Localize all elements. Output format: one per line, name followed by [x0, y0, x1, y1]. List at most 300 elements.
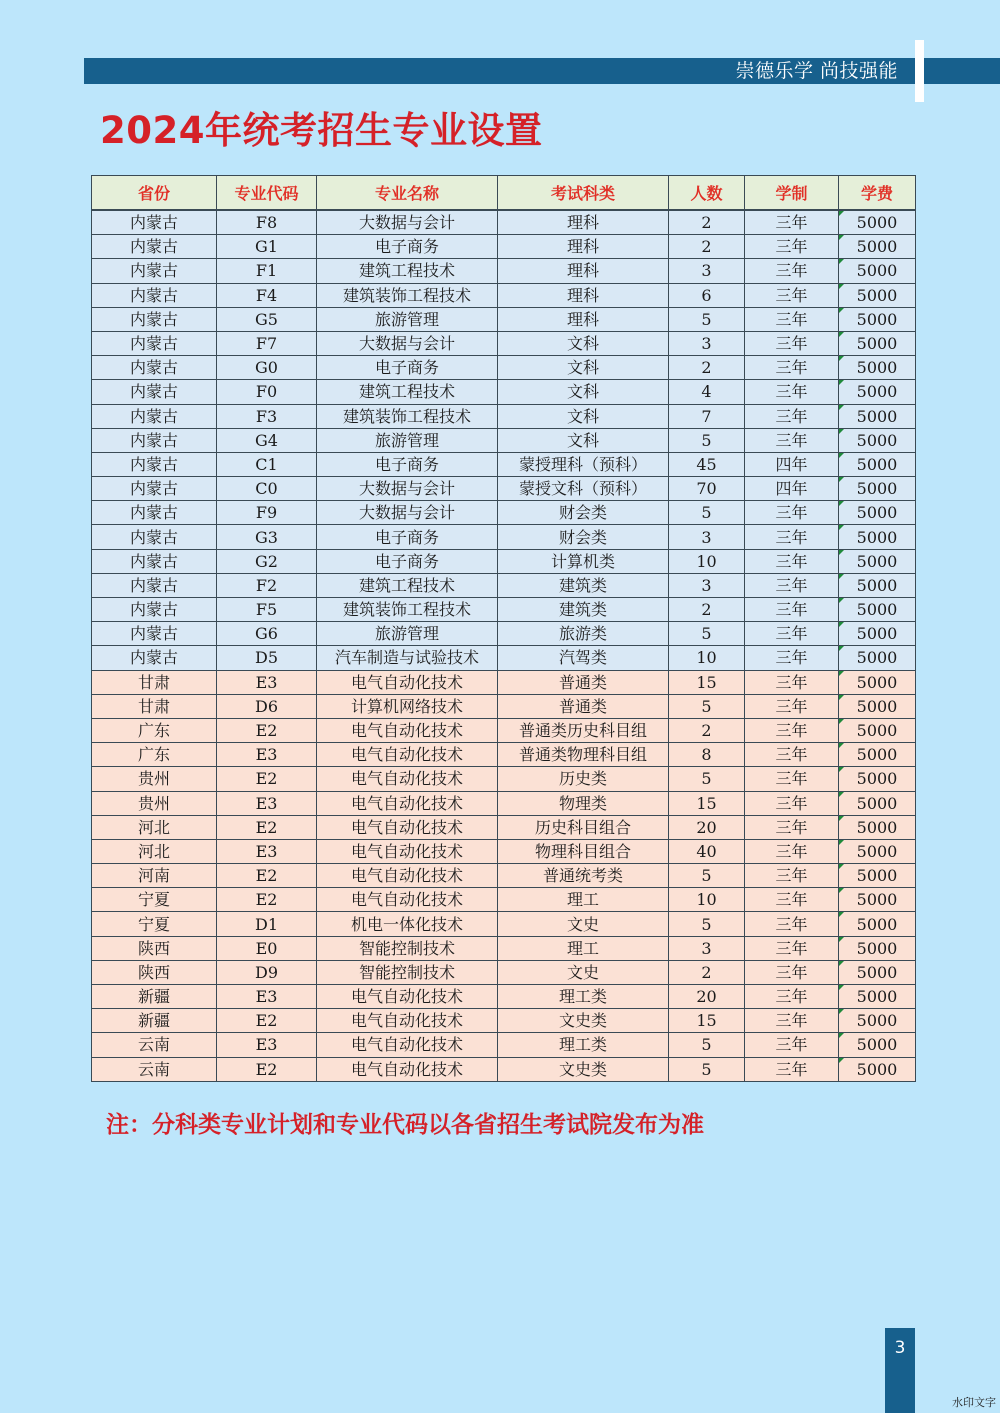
enrollment-table	[91, 175, 916, 1082]
table-row	[92, 1009, 916, 1033]
duration-cell: 三年	[745, 791, 839, 815]
exam-category-cell: 普通统考类	[498, 864, 669, 888]
major-name-cell: 电气自动化技术	[317, 864, 498, 888]
table-row	[92, 307, 916, 331]
quota-cell: 2	[669, 356, 745, 380]
province-cell: 内蒙古	[92, 549, 217, 573]
table-row	[92, 573, 916, 597]
province-cell: 广东	[92, 743, 217, 767]
exam-category-cell: 汽驾类	[498, 646, 669, 670]
footnote: 注：分科类专业计划和专业代码以各省招生考试院发布为准	[106, 1112, 704, 1138]
major-name-cell: 电气自动化技术	[317, 839, 498, 863]
quota-cell: 70	[669, 477, 745, 501]
tuition-cell: 5000	[839, 477, 916, 501]
major-name-cell: 大数据与会计	[317, 331, 498, 355]
quota-cell: 20	[669, 815, 745, 839]
table-row	[92, 1057, 916, 1081]
exam-category-cell: 建筑类	[498, 573, 669, 597]
province-cell: 陕西	[92, 936, 217, 960]
quota-cell: 3	[669, 936, 745, 960]
table-row	[92, 936, 916, 960]
major-code-cell: G6	[217, 622, 317, 646]
quota-cell: 3	[669, 259, 745, 283]
major-code-cell: F7	[217, 331, 317, 355]
major-code-cell: F2	[217, 573, 317, 597]
major-name-cell: 电子商务	[317, 452, 498, 476]
duration-cell: 三年	[745, 694, 839, 718]
major-name-cell: 计算机网络技术	[317, 694, 498, 718]
major-name-cell: 大数据与会计	[317, 210, 498, 235]
major-name-cell: 电气自动化技术	[317, 670, 498, 694]
province-cell: 内蒙古	[92, 622, 217, 646]
tuition-cell: 5000	[839, 452, 916, 476]
tuition-cell: 5000	[839, 670, 916, 694]
quota-cell: 5	[669, 694, 745, 718]
major-name-cell: 电气自动化技术	[317, 743, 498, 767]
duration-cell: 三年	[745, 839, 839, 863]
tuition-cell: 5000	[839, 791, 916, 815]
tuition-cell: 5000	[839, 888, 916, 912]
major-name-cell: 旅游管理	[317, 622, 498, 646]
major-code-cell: E2	[217, 815, 317, 839]
tuition-cell: 5000	[839, 210, 916, 235]
duration-cell: 四年	[745, 452, 839, 476]
table-row	[92, 622, 916, 646]
province-cell: 宁夏	[92, 912, 217, 936]
exam-category-cell: 文科	[498, 404, 669, 428]
table-row	[92, 452, 916, 476]
province-cell: 内蒙古	[92, 501, 217, 525]
tuition-cell: 5000	[839, 864, 916, 888]
duration-cell: 四年	[745, 477, 839, 501]
exam-category-cell: 理工类	[498, 985, 669, 1009]
tuition-cell: 5000	[839, 598, 916, 622]
exam-category-cell: 理科	[498, 283, 669, 307]
header-motto: 崇德乐学 尚技强能	[735, 60, 898, 82]
major-name-cell: 机电一体化技术	[317, 912, 498, 936]
duration-cell: 三年	[745, 380, 839, 404]
table-row	[92, 210, 916, 235]
exam-category-cell: 理工类	[498, 1033, 669, 1057]
major-code-cell: G4	[217, 428, 317, 452]
major-name-cell: 电气自动化技术	[317, 1057, 498, 1081]
column-header-major-name: 专业名称	[317, 176, 498, 211]
major-name-cell: 电子商务	[317, 235, 498, 259]
duration-cell: 三年	[745, 743, 839, 767]
table-row	[92, 864, 916, 888]
exam-category-cell: 财会类	[498, 525, 669, 549]
quota-cell: 5	[669, 1057, 745, 1081]
exam-category-cell: 文科	[498, 356, 669, 380]
duration-cell: 三年	[745, 331, 839, 355]
tuition-cell: 5000	[839, 912, 916, 936]
exam-category-cell: 普通类	[498, 694, 669, 718]
major-code-cell: G2	[217, 549, 317, 573]
major-code-cell: G3	[217, 525, 317, 549]
major-code-cell: F9	[217, 501, 317, 525]
province-cell: 新疆	[92, 1009, 217, 1033]
duration-cell: 三年	[745, 428, 839, 452]
major-code-cell: E2	[217, 767, 317, 791]
major-code-cell: E3	[217, 791, 317, 815]
major-code-cell: D5	[217, 646, 317, 670]
exam-category-cell: 理科	[498, 235, 669, 259]
page-title: 2024年统考招生专业设置	[100, 109, 543, 152]
quota-cell: 5	[669, 501, 745, 525]
major-name-cell: 建筑装饰工程技术	[317, 283, 498, 307]
province-cell: 贵州	[92, 767, 217, 791]
column-header-tuition: 学费	[839, 176, 916, 211]
major-code-cell: E3	[217, 670, 317, 694]
duration-cell: 三年	[745, 622, 839, 646]
major-code-cell: E2	[217, 888, 317, 912]
quota-cell: 6	[669, 283, 745, 307]
major-name-cell: 建筑工程技术	[317, 573, 498, 597]
major-code-cell: E2	[217, 1057, 317, 1081]
table-row	[92, 331, 916, 355]
exam-category-cell: 文科	[498, 428, 669, 452]
duration-cell: 三年	[745, 404, 839, 428]
tuition-cell: 5000	[839, 694, 916, 718]
province-cell: 陕西	[92, 960, 217, 984]
quota-cell: 40	[669, 839, 745, 863]
exam-category-cell: 财会类	[498, 501, 669, 525]
table-row	[92, 839, 916, 863]
province-cell: 内蒙古	[92, 525, 217, 549]
tuition-cell: 5000	[839, 356, 916, 380]
major-code-cell: E3	[217, 743, 317, 767]
tuition-cell: 5000	[839, 549, 916, 573]
table-row	[92, 694, 916, 718]
quota-cell: 5	[669, 912, 745, 936]
exam-category-cell: 理科	[498, 210, 669, 235]
major-name-cell: 建筑装饰工程技术	[317, 404, 498, 428]
province-cell: 内蒙古	[92, 477, 217, 501]
table-row	[92, 1033, 916, 1057]
major-name-cell: 建筑装饰工程技术	[317, 598, 498, 622]
quota-cell: 2	[669, 210, 745, 235]
province-cell: 内蒙古	[92, 283, 217, 307]
duration-cell: 三年	[745, 307, 839, 331]
table-row	[92, 815, 916, 839]
table-row	[92, 960, 916, 984]
duration-cell: 三年	[745, 259, 839, 283]
tuition-cell: 5000	[839, 622, 916, 646]
table-header-row	[92, 176, 916, 211]
quota-cell: 3	[669, 573, 745, 597]
quota-cell: 2	[669, 960, 745, 984]
duration-cell: 三年	[745, 864, 839, 888]
major-code-cell: F5	[217, 598, 317, 622]
tuition-cell: 5000	[839, 525, 916, 549]
quota-cell: 3	[669, 525, 745, 549]
tuition-cell: 5000	[839, 815, 916, 839]
province-cell: 内蒙古	[92, 452, 217, 476]
major-code-cell: D9	[217, 960, 317, 984]
major-code-cell: F8	[217, 210, 317, 235]
table-body	[92, 210, 916, 1081]
table-row	[92, 767, 916, 791]
duration-cell: 三年	[745, 525, 839, 549]
duration-cell: 三年	[745, 960, 839, 984]
table-row	[92, 525, 916, 549]
major-name-cell: 电气自动化技术	[317, 791, 498, 815]
duration-cell: 三年	[745, 235, 839, 259]
exam-category-cell: 物理类	[498, 791, 669, 815]
exam-category-cell: 计算机类	[498, 549, 669, 573]
province-cell: 内蒙古	[92, 210, 217, 235]
tuition-cell: 5000	[839, 501, 916, 525]
quota-cell: 2	[669, 235, 745, 259]
duration-cell: 三年	[745, 598, 839, 622]
duration-cell: 三年	[745, 936, 839, 960]
table-row	[92, 428, 916, 452]
province-cell: 云南	[92, 1033, 217, 1057]
duration-cell: 三年	[745, 1033, 839, 1057]
table-row	[92, 235, 916, 259]
tuition-cell: 5000	[839, 1033, 916, 1057]
major-name-cell: 大数据与会计	[317, 477, 498, 501]
enrollment-table-container	[91, 175, 915, 1082]
duration-cell: 三年	[745, 985, 839, 1009]
duration-cell: 三年	[745, 501, 839, 525]
duration-cell: 三年	[745, 573, 839, 597]
tuition-cell: 5000	[839, 767, 916, 791]
major-name-cell: 电气自动化技术	[317, 815, 498, 839]
quota-cell: 4	[669, 380, 745, 404]
table-row	[92, 380, 916, 404]
quota-cell: 45	[669, 452, 745, 476]
exam-category-cell: 历史科目组合	[498, 815, 669, 839]
tuition-cell: 5000	[839, 960, 916, 984]
exam-category-cell: 蒙授文科（预科）	[498, 477, 669, 501]
province-cell: 河北	[92, 839, 217, 863]
duration-cell: 三年	[745, 815, 839, 839]
column-header-province: 省份	[92, 176, 217, 211]
major-name-cell: 建筑工程技术	[317, 380, 498, 404]
major-code-cell: G1	[217, 235, 317, 259]
tuition-cell: 5000	[839, 235, 916, 259]
table-row	[92, 598, 916, 622]
major-name-cell: 电气自动化技术	[317, 718, 498, 742]
tuition-cell: 5000	[839, 307, 916, 331]
province-cell: 内蒙古	[92, 259, 217, 283]
major-code-cell: E0	[217, 936, 317, 960]
major-code-cell: E2	[217, 718, 317, 742]
tuition-cell: 5000	[839, 380, 916, 404]
duration-cell: 三年	[745, 718, 839, 742]
major-name-cell: 大数据与会计	[317, 501, 498, 525]
tuition-cell: 5000	[839, 936, 916, 960]
quota-cell: 3	[669, 331, 745, 355]
duration-cell: 三年	[745, 646, 839, 670]
table-row	[92, 477, 916, 501]
quota-cell: 5	[669, 767, 745, 791]
province-cell: 内蒙古	[92, 356, 217, 380]
major-name-cell: 电气自动化技术	[317, 1033, 498, 1057]
major-name-cell: 电气自动化技术	[317, 1009, 498, 1033]
table-row	[92, 283, 916, 307]
duration-cell: 三年	[745, 210, 839, 235]
tuition-cell: 5000	[839, 283, 916, 307]
quota-cell: 10	[669, 888, 745, 912]
major-name-cell: 建筑工程技术	[317, 259, 498, 283]
major-name-cell: 电子商务	[317, 549, 498, 573]
major-code-cell: F4	[217, 283, 317, 307]
major-name-cell: 汽车制造与试验技术	[317, 646, 498, 670]
duration-cell: 三年	[745, 888, 839, 912]
province-cell: 内蒙古	[92, 404, 217, 428]
province-cell: 甘肃	[92, 670, 217, 694]
quota-cell: 15	[669, 791, 745, 815]
tuition-cell: 5000	[839, 1009, 916, 1033]
major-code-cell: E2	[217, 1009, 317, 1033]
province-cell: 内蒙古	[92, 573, 217, 597]
page-number: 3	[894, 1338, 906, 1358]
province-cell: 云南	[92, 1057, 217, 1081]
province-cell: 内蒙古	[92, 380, 217, 404]
quota-cell: 2	[669, 718, 745, 742]
table-row	[92, 912, 916, 936]
duration-cell: 三年	[745, 912, 839, 936]
province-cell: 内蒙古	[92, 428, 217, 452]
exam-category-cell: 文史	[498, 912, 669, 936]
duration-cell: 三年	[745, 1009, 839, 1033]
table-row	[92, 356, 916, 380]
quota-cell: 5	[669, 428, 745, 452]
column-header-quota: 人数	[669, 176, 745, 211]
major-code-cell: C0	[217, 477, 317, 501]
major-code-cell: F1	[217, 259, 317, 283]
province-cell: 新疆	[92, 985, 217, 1009]
major-name-cell: 智能控制技术	[317, 960, 498, 984]
quota-cell: 5	[669, 622, 745, 646]
province-cell: 内蒙古	[92, 646, 217, 670]
exam-category-cell: 普通类物理科目组	[498, 743, 669, 767]
exam-category-cell: 文史类	[498, 1009, 669, 1033]
major-code-cell: D6	[217, 694, 317, 718]
quota-cell: 10	[669, 646, 745, 670]
exam-category-cell: 文科	[498, 380, 669, 404]
major-name-cell: 电气自动化技术	[317, 888, 498, 912]
exam-category-cell: 建筑类	[498, 598, 669, 622]
watermark-text: 水印文字	[952, 1396, 996, 1409]
province-cell: 内蒙古	[92, 598, 217, 622]
table-row	[92, 501, 916, 525]
exam-category-cell: 蒙授理科（预科）	[498, 452, 669, 476]
province-cell: 贵州	[92, 791, 217, 815]
tuition-cell: 5000	[839, 743, 916, 767]
exam-category-cell: 普通类历史科目组	[498, 718, 669, 742]
exam-category-cell: 文史类	[498, 1057, 669, 1081]
exam-category-cell: 旅游类	[498, 622, 669, 646]
major-name-cell: 智能控制技术	[317, 936, 498, 960]
exam-category-cell: 文科	[498, 331, 669, 355]
quota-cell: 5	[669, 307, 745, 331]
tuition-cell: 5000	[839, 646, 916, 670]
major-code-cell: F0	[217, 380, 317, 404]
duration-cell: 三年	[745, 1057, 839, 1081]
major-code-cell: F3	[217, 404, 317, 428]
table-row	[92, 549, 916, 573]
exam-category-cell: 普通类	[498, 670, 669, 694]
quota-cell: 15	[669, 1009, 745, 1033]
exam-category-cell: 理科	[498, 259, 669, 283]
major-name-cell: 电子商务	[317, 356, 498, 380]
major-name-cell: 电气自动化技术	[317, 767, 498, 791]
table-row	[92, 743, 916, 767]
tuition-cell: 5000	[839, 573, 916, 597]
table-row	[92, 791, 916, 815]
tuition-cell: 5000	[839, 985, 916, 1009]
major-code-cell: E2	[217, 864, 317, 888]
tuition-cell: 5000	[839, 428, 916, 452]
quota-cell: 15	[669, 670, 745, 694]
quota-cell: 5	[669, 1033, 745, 1057]
province-cell: 内蒙古	[92, 331, 217, 355]
major-code-cell: D1	[217, 912, 317, 936]
major-code-cell: E3	[217, 985, 317, 1009]
province-cell: 河北	[92, 815, 217, 839]
table-row	[92, 404, 916, 428]
table-row	[92, 718, 916, 742]
quota-cell: 20	[669, 985, 745, 1009]
exam-category-cell: 物理科目组合	[498, 839, 669, 863]
tuition-cell: 5000	[839, 404, 916, 428]
table-row	[92, 888, 916, 912]
table-row	[92, 670, 916, 694]
exam-category-cell: 理科	[498, 307, 669, 331]
province-cell: 内蒙古	[92, 235, 217, 259]
column-header-exam-category: 考试科类	[498, 176, 669, 211]
duration-cell: 三年	[745, 356, 839, 380]
tuition-cell: 5000	[839, 259, 916, 283]
table-row	[92, 259, 916, 283]
quota-cell: 7	[669, 404, 745, 428]
exam-category-cell: 理工	[498, 936, 669, 960]
table-row	[92, 985, 916, 1009]
table-row	[92, 646, 916, 670]
major-code-cell: E3	[217, 1033, 317, 1057]
quota-cell: 8	[669, 743, 745, 767]
province-cell: 甘肃	[92, 694, 217, 718]
major-code-cell: G5	[217, 307, 317, 331]
major-code-cell: C1	[217, 452, 317, 476]
province-cell: 广东	[92, 718, 217, 742]
exam-category-cell: 历史类	[498, 767, 669, 791]
tuition-cell: 5000	[839, 839, 916, 863]
header-divider	[915, 40, 924, 102]
quota-cell: 2	[669, 598, 745, 622]
exam-category-cell: 理工	[498, 888, 669, 912]
province-cell: 宁夏	[92, 888, 217, 912]
tuition-cell: 5000	[839, 718, 916, 742]
duration-cell: 三年	[745, 549, 839, 573]
tuition-cell: 5000	[839, 331, 916, 355]
major-name-cell: 电气自动化技术	[317, 985, 498, 1009]
duration-cell: 三年	[745, 670, 839, 694]
quota-cell: 10	[669, 549, 745, 573]
column-header-major-code: 专业代码	[217, 176, 317, 211]
province-cell: 内蒙古	[92, 307, 217, 331]
duration-cell: 三年	[745, 767, 839, 791]
major-name-cell: 旅游管理	[317, 428, 498, 452]
major-name-cell: 电子商务	[317, 525, 498, 549]
major-name-cell: 旅游管理	[317, 307, 498, 331]
major-code-cell: G0	[217, 356, 317, 380]
duration-cell: 三年	[745, 283, 839, 307]
major-code-cell: E3	[217, 839, 317, 863]
